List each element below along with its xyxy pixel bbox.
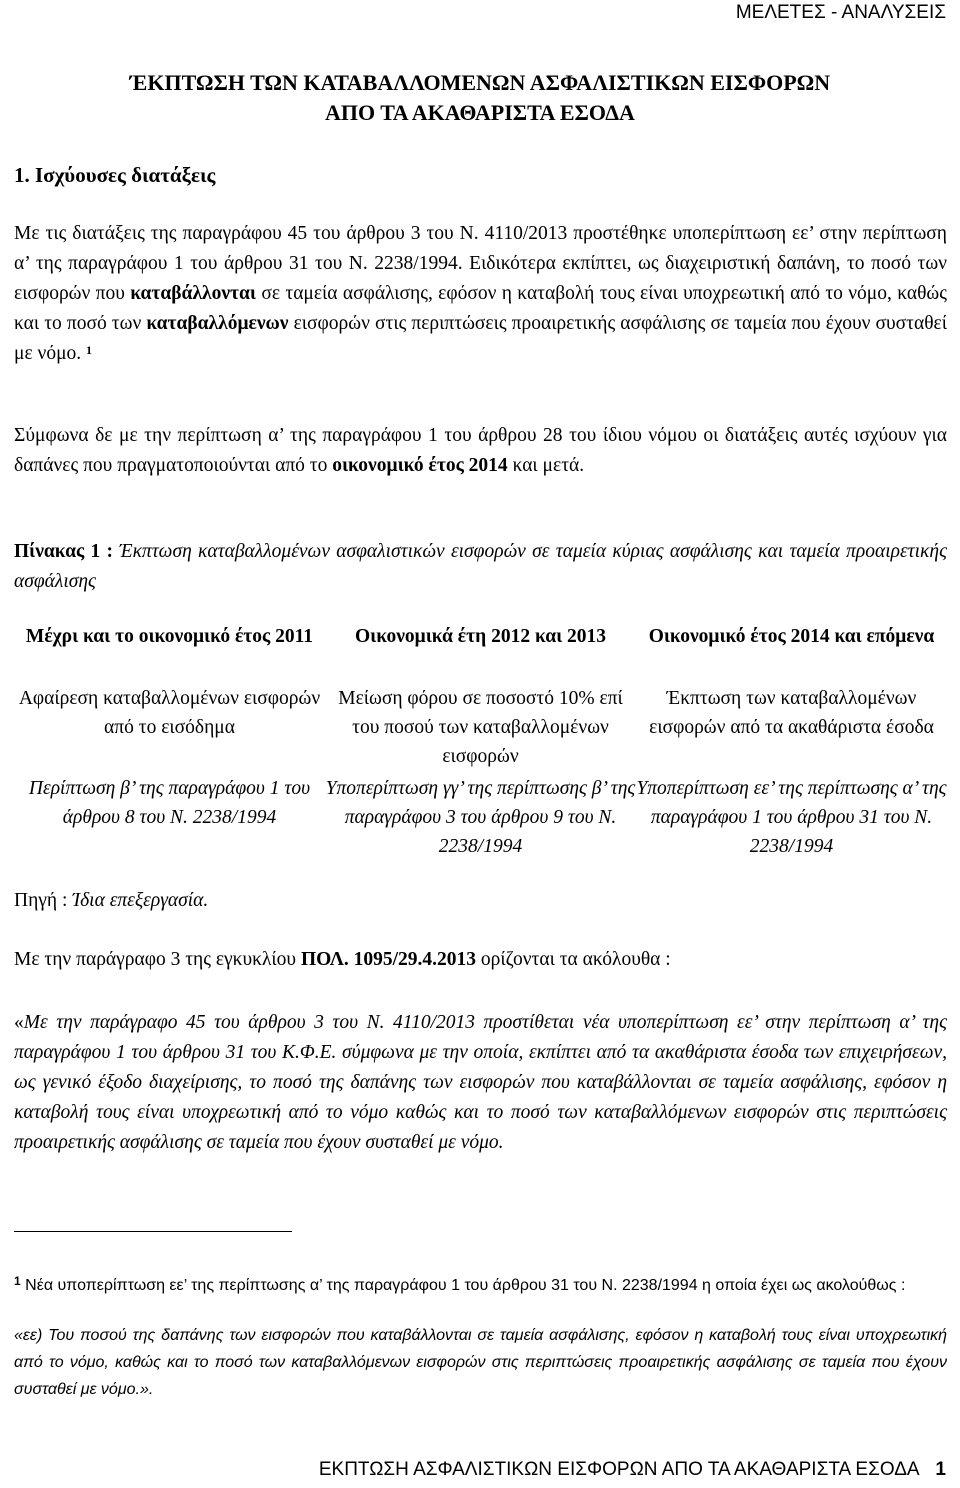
table-legal-basis-cell: Υποπερίπτωση γγ’ της περίπτωσης β’ της παραγράφου 3 του άρθρου 9 του Ν. 2238/1994 — [325, 778, 636, 857]
table-treatment-cell: Μείωση φόρου σε ποσοστό 10% επί του ποσού των καταβαλλομένων εισφορών — [338, 688, 623, 767]
table-source — [14, 890, 208, 912]
section-heading: 1. Ισχύουσες διατάξεις — [14, 163, 216, 187]
circular-reference: ΠΟΛ. 1095/29.4.2013 — [300, 949, 476, 970]
source-label: Πηγή : — [14, 890, 73, 911]
paragraph-provisions — [14, 219, 947, 369]
quotation-text: Με την παράγραφο 45 του άρθρου 3 του Ν. 4110/2013 προστίθεται νέα υποπερίπτωση εε’ στην περίπτωση α’ της παραγράφου 1 του άρθρου 31 του Κ.Φ.Ε. σύμφωνα με την οποία, εκπίπτει από τα ακαθάριστα έσοδα των επιχειρήσεων, ως γενικό έξοδο διαχείρισης, το ποσό της δαπάνης των εισφορών που καταβάλλονται σε ταμεία ασφάλισης, εφόσον η καταβολή τους είναι υποχρεωτική από το νόμο καθώς και το ποσό των καταβαλλόμενων εισφορών στις περιπτώσεις προαιρετικής ασφάλισης σε ταμεία που έχουν συσταθεί με νόμο. — [14, 1012, 947, 1153]
table-header-cell: Μέχρι και το οικονομικό έτος 2011 — [25, 626, 314, 647]
footnote-number: 1 — [14, 1274, 21, 1288]
emphasis-text: καταβάλλονται — [130, 283, 256, 304]
running-header: ΜΕΛΕΤΕΣ - ΑΝΑΛΥΣΕΙΣ — [735, 2, 946, 23]
paragraph-circular — [14, 945, 954, 975]
emphasis-text: οικονομικό έτος 2014 — [332, 455, 508, 476]
table-legal-basis-cell: Περίπτωση β’ της παραγράφου 1 του άρθρου 8 του Ν. 2238/1994 — [28, 778, 311, 828]
document-title-line-2: ΑΠΟ ΤΑ ΑΚΑΘΑΡΙΣΤΑ ΕΣΟΔΑ — [325, 100, 635, 125]
footer-title: ΕΚΠΤΩΣΗ ΑΣΦΑΛΙΣΤΙΚΩΝ ΕΙΣΦΟΡΩΝ ΑΠΟ ΤΑ ΑΚΑΘΑΡΙΣΤΑ ΕΣΟΔΑ — [318, 1459, 920, 1480]
caption-label: Πίνακας 1 : — [14, 541, 114, 562]
footnote — [14, 1272, 947, 1299]
paragraph-text: Με τις διατάξεις της παραγράφου 45 του άρθρου 3 του Ν. 4110/2013 προστέθηκε υποπερίπτωση εε’ στην περίπτωση α’ της παραγράφου 1 του άρθρου 31 του Ν. 2238/1994. Ειδικότερα εκπίπτει, ως διαχειριστική δαπάνη, το ποσό των εισφορών που — [14, 223, 947, 304]
table-treatment-cell: Έκπτωση των καταβαλλομένων εισφορών από τα ακαθάριστα έσοδα — [649, 688, 934, 738]
page-number: 1 — [935, 1459, 946, 1480]
paragraph-text: Με την παράγραφο 3 της εγκυκλίου — [14, 949, 301, 970]
footnote-text: Νέα υποπερίπτωση εε’ της περίπτωσης α’ της παραγράφου 1 του άρθρου 31 του Ν. 2238/1994 η οποία έχει ως ακολούθως : — [20, 1277, 906, 1294]
table-caption — [14, 537, 947, 597]
comparison-table — [14, 622, 947, 894]
paragraph-applicability — [14, 421, 947, 481]
running-footer — [319, 1459, 946, 1481]
table-header-cell: Οικονομικό έτος 2014 και επόμενα — [648, 626, 935, 647]
paragraph-quotation — [14, 1008, 947, 1158]
source-text: Ίδια επεξεργασία. — [72, 890, 209, 911]
paragraph-text: Σύμφωνα δε με την περίπτωση α’ της παραγράφου 1 του άρθρου 28 του ίδιου νόμου οι διατάξεις αυτές ισχύουν για δαπάνες που πραγματοποιούνται από το — [14, 425, 947, 476]
table-header-cell: Οικονομικά έτη 2012 και 2013 — [354, 626, 607, 647]
footnote-separator — [14, 1231, 292, 1232]
quote-mark: « — [14, 1012, 24, 1033]
table-treatment-cell: Αφαίρεση καταβαλλομένων εισφορών από το εισόδημα — [18, 688, 321, 738]
document-title-line-1: ΈΚΠΤΩΣΗ ΤΩΝ ΚΑΤΑΒΑΛΛΟΜΕΝΩΝ ΑΣΦΑΛΙΣΤΙΚΩΝ ΕΙΣΦΟΡΩΝ — [129, 70, 831, 95]
paragraph-text: σε ταμεία ασφάλισης, εφόσον η καταβολή τους είναι υποχρεωτική από το νόμο, καθώς και το ποσό των — [14, 283, 947, 334]
paragraph-text: ορίζονται τα ακόλουθα : — [476, 949, 671, 970]
footnote-quotation: «εε) Του ποσού της δαπάνης των εισφορών που καταβάλλονται σε ταμεία ασφάλισης, εφόσον η καταβολή τους είναι υποχρεωτική από το νόμο, καθώς και το ποσό των καταβαλλόμενων εισφορών στις περιπτώσεις προαιρετικής ασφάλισης σε ταμεία που έχουν συσταθεί με νόμο.». — [14, 1327, 947, 1398]
footnote-reference[interactable]: 1 — [86, 343, 93, 357]
paragraph-text: και μετά. — [507, 455, 585, 476]
caption-text: Έκπτωση καταβαλλομένων ασφαλιστικών εισφορών σε ταμεία κύριας ασφάλισης και ταμεία προαιρετικής ασφάλισης — [14, 541, 947, 592]
emphasis-text: καταβαλλόμενων — [146, 313, 289, 334]
table-legal-basis-cell: Υποπερίπτωση εε’ της περίπτωσης α’ της παραγράφου 1 του άρθρου 31 του Ν. 2238/1994 — [636, 778, 947, 857]
paragraph-text: εισφορών στις περιπτώσεις προαιρετικής ασφάλισης σε ταμεία που έχουν συσταθεί με νόμο. — [14, 313, 947, 364]
